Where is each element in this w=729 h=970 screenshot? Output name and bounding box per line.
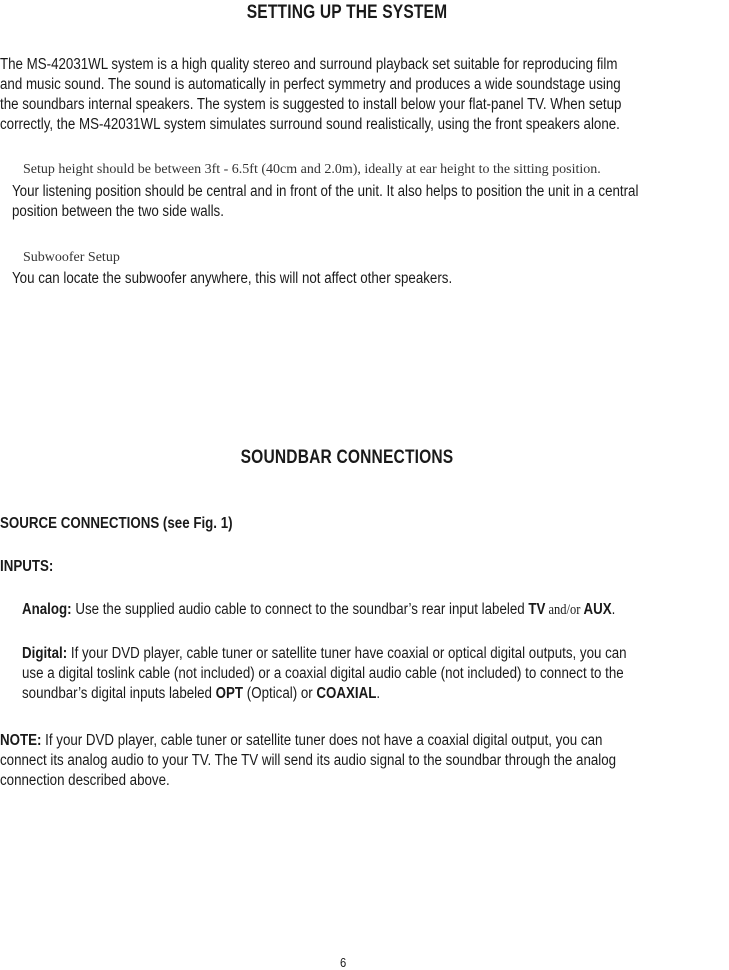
- subwoofer-paragraph: You can locate the subwoofer anywhere, this will not affect other speakers.: [12, 270, 453, 287]
- analog-text: Use the supplied audio cable to connect to the soundbar’s rear input labeled: [71, 601, 529, 618]
- analog-label: Analog:: [22, 601, 72, 618]
- digital-line: [22, 644, 627, 664]
- digital-paragraph: [22, 644, 627, 704]
- digital-line2: use a digital toslink cable (not included) or a coaxial digital audio cable (not included) to connect to the: [22, 665, 624, 682]
- intro-line: The MS-42031WL system is a high quality stereo and surround playback set suitable for reproducing film: [0, 56, 618, 73]
- tv-input-label: TV: [528, 601, 546, 618]
- digital-end: .: [376, 685, 381, 702]
- note-paragraph: [0, 731, 616, 791]
- page-number: 6: [340, 955, 347, 970]
- note-line2: connect its analog audio to your TV. The TV will send its audio signal to the soundbar through the analog: [0, 752, 617, 769]
- subwoofer-heading: Subwoofer Setup: [23, 250, 120, 265]
- section-title-soundbar-connections: SOUNDBAR CONNECTIONS: [240, 447, 454, 468]
- coaxial-input-label: COAXIAL: [316, 685, 377, 702]
- note-line3: connection described above.: [0, 772, 170, 789]
- note-line1: If your DVD player, cable tuner or satellite tuner does not have a coaxial digital output, you can: [41, 732, 603, 749]
- intro-line: and music sound. The sound is automatically in perfect symmetry and produces a wide soundstage using: [0, 76, 621, 93]
- intro-paragraph: [0, 55, 621, 135]
- source-connections-heading: SOURCE CONNECTIONS (see Fig. 1): [0, 515, 233, 532]
- intro-line: correctly, the MS-42031WL system simulates surround sound realistically, using the front speakers alone.: [0, 116, 620, 133]
- listening-position-paragraph: [12, 182, 638, 222]
- listening-line: position between the two side walls.: [12, 203, 224, 220]
- analog-end: .: [611, 601, 616, 618]
- analog-paragraph: [22, 600, 615, 620]
- intro-line: the soundbars internal speakers. The system is suggested to install below your flat-panel TV. When setup: [0, 96, 622, 113]
- digital-line1: If your DVD player, cable tuner or satellite tuner have coaxial or optical digital outputs, you can: [67, 645, 627, 662]
- note-label: NOTE:: [0, 732, 42, 749]
- digital-line3-pre: soundbar’s digital inputs labeled: [22, 685, 216, 702]
- section-title-setting-up: SETTING UP THE SYSTEM: [246, 2, 448, 23]
- setup-height-heading: Setup height should be between 3ft - 6.5ft (40cm and 2.0m), ideally at ear height to the sitting position.: [23, 162, 601, 177]
- listening-line: Your listening position should be central and in front of the unit. It also helps to position the unit in a central: [12, 183, 639, 200]
- inputs-heading: INPUTS:: [0, 558, 54, 575]
- digital-line: [22, 684, 627, 704]
- and-or-text: and/or: [545, 602, 584, 618]
- digital-line3-mid: (Optical) or: [243, 685, 317, 702]
- digital-label: Digital:: [22, 645, 68, 662]
- aux-input-label: AUX: [583, 601, 612, 618]
- opt-input-label: OPT: [215, 685, 244, 702]
- note-line: [0, 731, 616, 751]
